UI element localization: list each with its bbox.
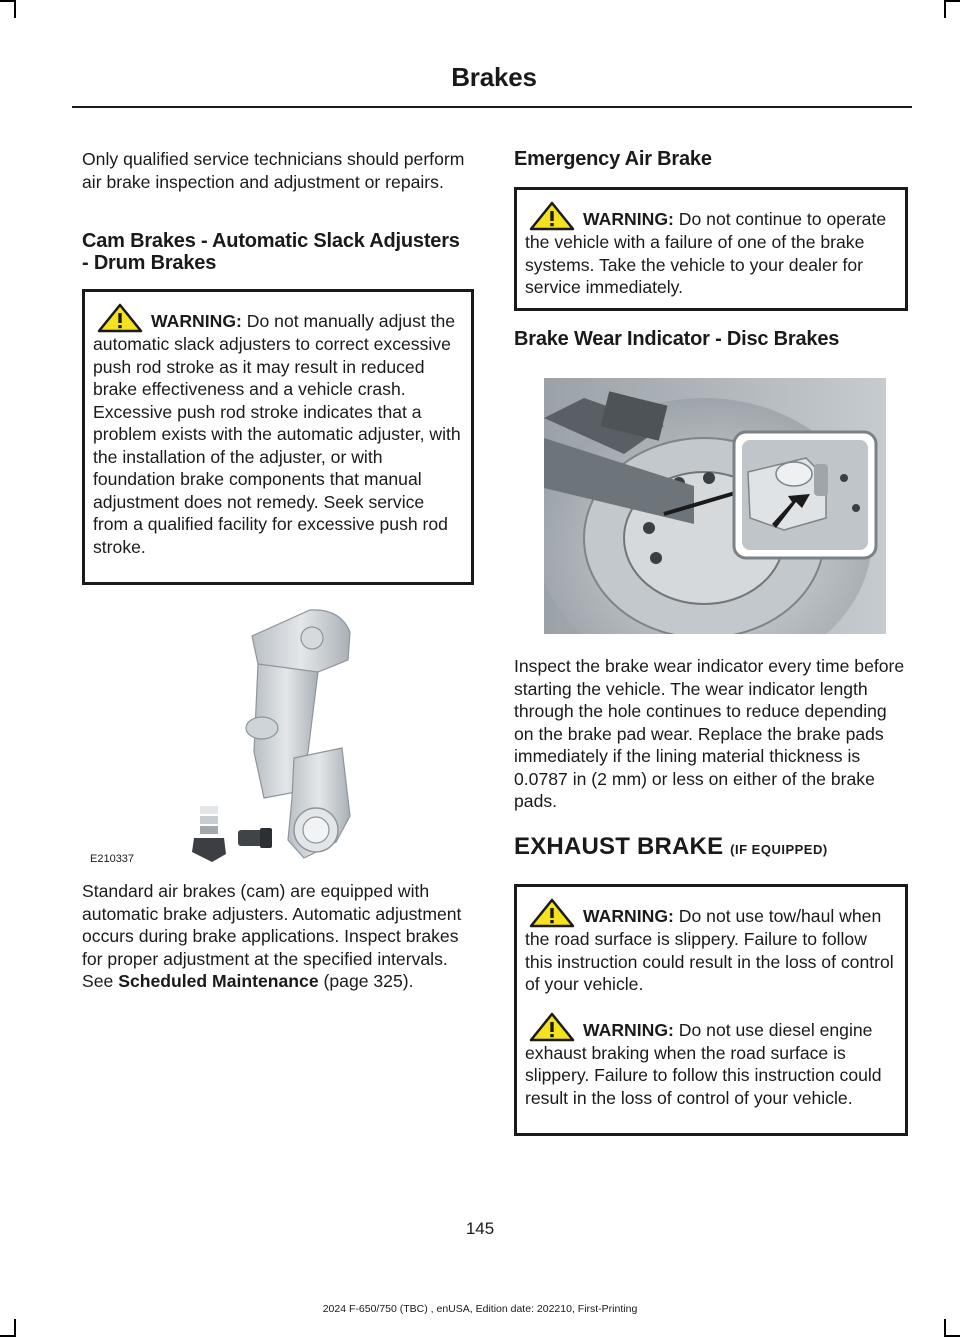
body-text: Standard air brakes (cam) are equipped with automatic brake adjusters. Automatic adjustment occurs during brake applications. Inspect brakes for proper adjustment at the specified intervals. See [82, 881, 462, 991]
warning-body: Do not continue to operate the vehicle with a failure of one of the brake systems. Take the vehicle to your dealer for service immediately. [525, 209, 887, 297]
warning-text [93, 303, 463, 558]
warning-label: WARNING: [151, 311, 242, 331]
warning-triangle-icon [97, 303, 143, 333]
scheduled-maintenance-link[interactable]: Scheduled Maintenance [118, 971, 319, 991]
page-ref: (page 325). [318, 971, 414, 991]
crop-mark-top-left-v [14, 0, 16, 18]
warning-body: Do not use tow/haul when the road surface is slippery. Failure to follow this instruction could result in the loss of control of your vehicle. [525, 906, 894, 994]
warning-box-exhaust [514, 884, 908, 1136]
warning-triangle-icon [529, 1012, 575, 1042]
header-divider [72, 106, 912, 108]
warning-box-emergency [514, 187, 908, 311]
exhaust-brake-title: EXHAUST BRAKE [514, 833, 724, 860]
edition-footer: 2024 F-650/750 (TBC) , enUSA, Edition date: 202210, First-Printing [322, 1303, 638, 1315]
exhaust-brake-heading [514, 833, 908, 864]
warning-label: WARNING: [583, 906, 674, 926]
warning-text-tow-haul [525, 898, 897, 996]
warning-box-slack-adjusters [82, 289, 474, 585]
figure-code: E210337 [90, 853, 135, 865]
slack-adjuster-illustration [82, 602, 474, 864]
warning-text [525, 201, 897, 299]
brake-wear-indicator-illustration [544, 378, 886, 634]
intro-paragraph: Only qualified service technicians should perform air brake inspection and adjustment or repairs. [82, 149, 465, 192]
cam-brakes-heading: Cam Brakes - Automatic Slack Adjusters - Drum Brakes [82, 230, 460, 274]
warning-text-exhaust-braking [525, 1012, 897, 1110]
if-equipped-qualifier: (IF EQUIPPED) [730, 842, 828, 857]
crop-mark-top-right-v [944, 0, 946, 18]
warning-label: WARNING: [583, 209, 674, 229]
warning-triangle-icon [529, 898, 575, 928]
page-title: Brakes [451, 62, 537, 92]
warning-body: Do not manually adjust the automatic slack adjusters to correct excessive push rod stroke as it may result in reduced brake effectiveness and a vehicle crash. Excessive push rod stroke indicates that a problem exists with the automatic adjuster, with the installation of the adjuster, or with foundation brake components that manual adjustment does not remedy. Seek service from a qualified facility for excessive push rod stroke. [93, 311, 461, 557]
warning-body: Do not use diesel engine exhaust braking when the road surface is slippery. Failure to follow this instruction could result in the loss of control of your vehicle. [525, 1019, 882, 1108]
wear-indicator-paragraph: Inspect the brake wear indicator every time before starting the vehicle. The wear indicator length through the hole continues to reduce depending on the brake pad wear. Replace the brake pads immediately if the lining material thickness is 0.0787 in (2 mm) or less on either of the brake pads. [514, 656, 905, 811]
body-paragraph [82, 880, 474, 993]
emergency-air-brake-heading: Emergency Air Brake [514, 148, 712, 170]
page-number: 145 [465, 1219, 495, 1238]
crop-mark-bottom-left-v [14, 1319, 16, 1337]
crop-mark-bottom-right-v [944, 1319, 946, 1337]
warning-label: WARNING: [583, 1019, 674, 1040]
warning-triangle-icon [529, 201, 575, 231]
brake-wear-indicator-heading: Brake Wear Indicator - Disc Brakes [514, 328, 840, 350]
crop-mark-top-right [944, 0, 960, 2]
